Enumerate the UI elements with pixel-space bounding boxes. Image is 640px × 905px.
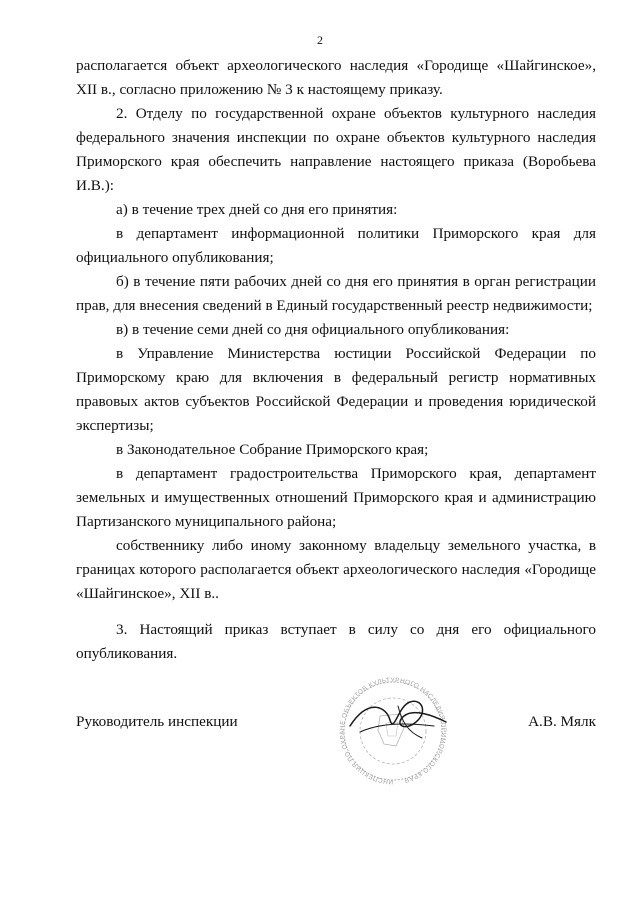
paragraph-continuation: располагается объект археологического наследия «Городище «Шайгинское», XII в., согласно приложению № 3 к настоящему приказу.: [76, 57, 596, 98]
document-body: [76, 54, 596, 666]
paragraph-urban-planning-dept: в департамент градостроительства Приморского края, департамент земельных и имущественных отношений Приморского края и администрацию Партизанского муниципального района;: [76, 465, 596, 530]
signer-name: А.В. Мялк: [528, 713, 596, 730]
page-number: 2: [317, 33, 323, 47]
paragraph-land-owner: собственнику либо иному законному владельцу земельного участка, в границах которого располагается объект археологического наследия «Городище «Шайгинское», XII в..: [76, 537, 596, 602]
signature-block: [76, 710, 596, 734]
paragraph-item-3: 3. Настоящий приказ вступает в силу со дня его официального опубликования.: [76, 621, 596, 662]
paragraph-subitem-v: в) в течение семи дней со дня официального опубликования:: [116, 321, 510, 338]
paragraph-justice-ministry: в Управление Министерства юстиции Российской Федерации по Приморскому краю для включения в федеральный регистр нормативных правовых актов субъектов Российской Федерации и проведения юридической экспертизы;: [76, 345, 596, 434]
paragraph-info-policy-dept: в департамент информационной политики Приморского края для официального опубликования;: [76, 225, 596, 266]
seal-ring-text: ИНСПЕКЦИЯ ПО ОХРАНЕ ОБЪЕКТОВ КУЛЬТУРНОГО НАСЛЕДИЯ ПРИМОРСКОГО КРАЯ: [339, 676, 448, 786]
signer-title: Руководитель инспекции: [76, 713, 238, 730]
svg-text:ИНСПЕКЦИЯ ПО ОХРАНЕ ОБЪЕКТОВ К: [339, 677, 447, 785]
paragraph-subitem-b: б) в течение пяти рабочих дней со дня его принятия в орган регистрации прав, для внесения сведений в Единый государственный реестр недвижимости;: [76, 273, 596, 314]
paragraph-legislative-assembly: в Законодательное Собрание Приморского края;: [116, 441, 429, 458]
paragraph-item-2: 2. Отделу по государственной охране объектов культурного наследия федерального значения инспекции по охране объектов культурного наследия Приморского края обеспечить направление настоящего приказа (Воробьева И.В.):: [76, 105, 596, 194]
official-seal-with-signature: [338, 676, 448, 792]
paragraph-subitem-a: а) в течение трех дней со дня его принятия:: [116, 201, 398, 218]
